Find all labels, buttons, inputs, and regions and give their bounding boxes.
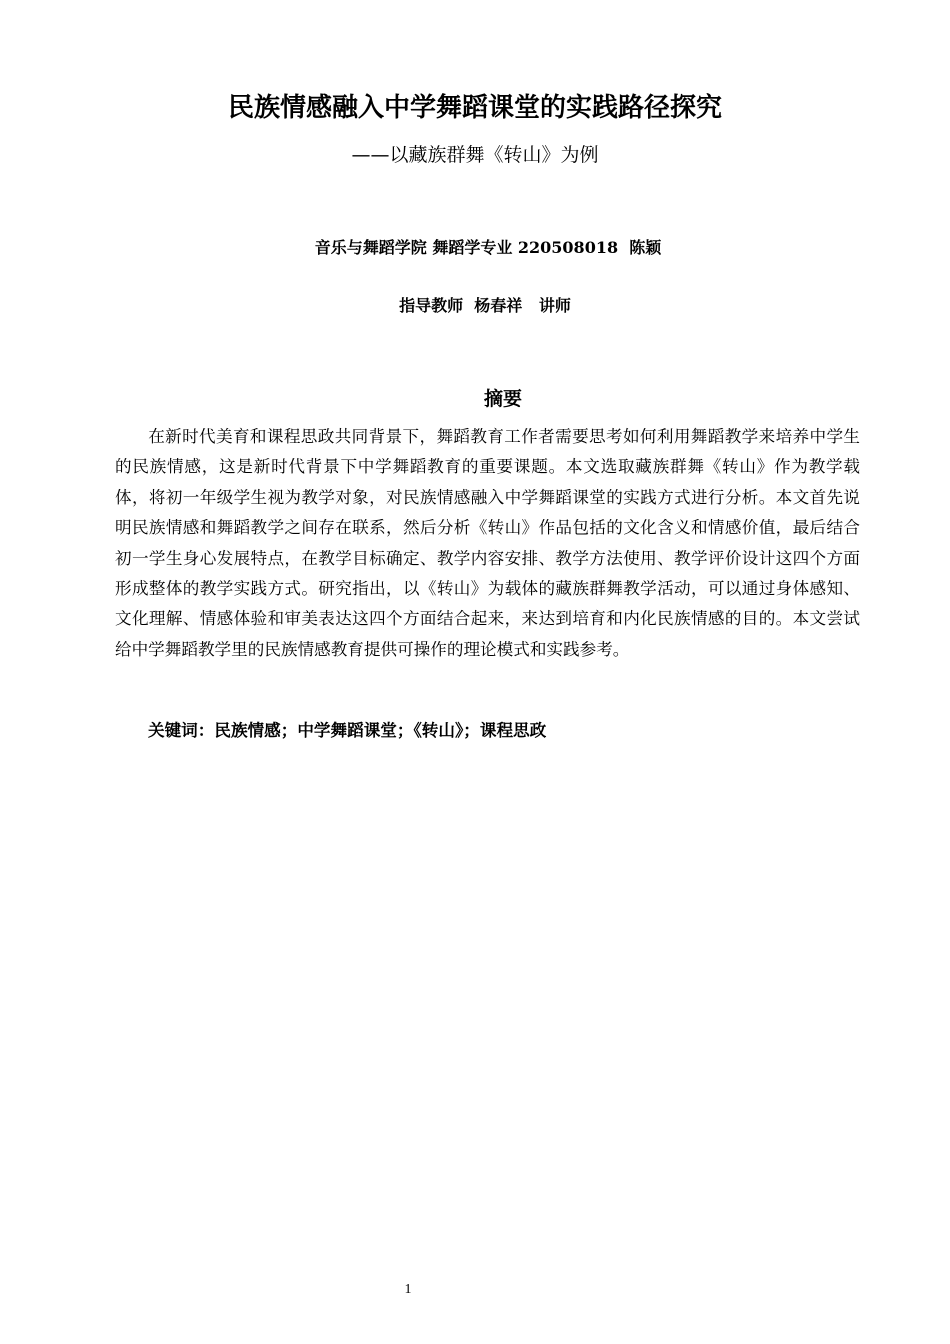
abstract-body: 在新时代美育和课程思政共同背景下，舞蹈教育工作者需要思考如何利用舞蹈教学来培养中学生的民族情感，这是新时代背景下中学舞蹈教育的重要课题。本文选取藏族群舞《转山》作为教学载体，将初一年级学生视为教学对象，对民族情感融入中学舞蹈课堂的实践方式进行分析。本文首先说明民族情感和舞蹈教学之间存在联系，然后分析《转山》作品包括的文化含义和情感价值，最后结合初一学生身心发展特点，在教学目标确定、教学内容安排、教学方法使用、教学评价设计这四个方面形成整体的教学实践方式。研究指出，以《转山》为载体的藏族群舞教学活动，可以通过身体感知、文化理解、情感体验和审美表达这四个方面结合起来，来达到培育和内化民族情感的目的。本文尝试给中学舞蹈教学里的民族情感教育提供可操作的理论模式和实践参考。 xyxy=(115,427,860,659)
keywords-line: 关键词：民族情感；中学舞蹈课堂；《转山》；课程思政 xyxy=(148,721,547,740)
paper-title: 民族情感融入中学舞蹈课堂的实践路径探究 xyxy=(227,93,722,123)
author-line: 音乐与舞蹈学院 舞蹈学专业 220508018 陈颖 xyxy=(314,238,662,257)
paper-subtitle: ——以藏族群舞《转山》为例 xyxy=(351,144,599,166)
page-number: 1 xyxy=(404,1282,412,1297)
advisor-line: 指导教师 杨春祥 讲师 xyxy=(399,296,571,315)
abstract-heading: 摘要 xyxy=(483,388,522,410)
